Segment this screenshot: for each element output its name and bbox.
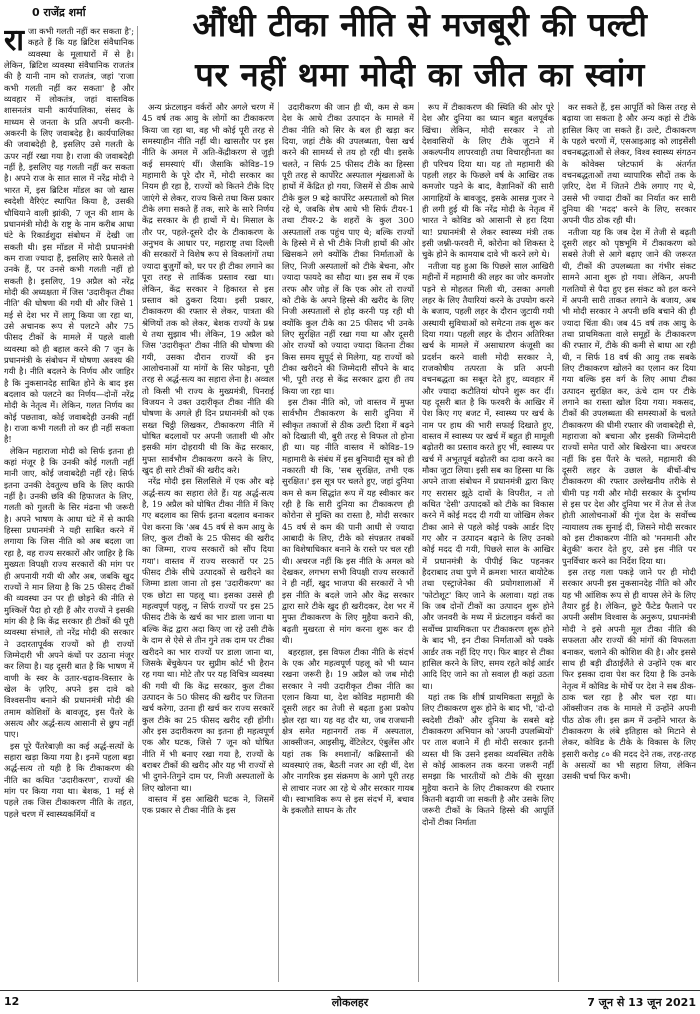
- paragraph: कर सकते हैं, इस आपूर्ति को किस तरह से बढ़ाया जा सकता है और अन्य कहां से टीके हासिल किए जा सकते हैं। उल्टे, टीकाकरण के पहले चरणों में, एसआइआइ को लाइसेंसी वचनबद्धताओं से लेकर, विश्व स्वास्थ्य संगठन के कोवेक्स प्लेटफार्म के अंतर्गत वचनबद्धताओं तथा व्यापारिक सौदों तक के ज़रिए, देश में जितने टीके लगाए गए थे, उससे भी ज्यादा टीकों का निर्यात कर सारी दुनिया की 'मदद' करने के लिए, सरकार अपनी पीठ ठोक रही थी।: [562, 102, 696, 226]
- column-divider: [558, 102, 559, 982]
- article-column-5: [562, 102, 696, 984]
- paragraph: नतीजा यह कि जब देश में तेजी से बढ़ती दूसरी लहर को पृष्ठभूमि में टीकाकरण को सबसे तेजी से आगे बढ़ाए जाने की जरूरत थी, टीकों की उपलब्धता का गंभीर संकट सामने आना शुरू हो गया। लेकिन, अपनी गलतियों से पैदा हुए इस संकट को हल करने में अपनी सारी ताकत लगाने के बजाय, अब भी मोदी सरकार ने अपनी छवि बचाने की ही ज्यादा चिंता की। जब 45 वर्ष तक आयु के तथा प्राथमिकता वाले समूहों के टीकाकरण की रफ्तार में, टीके की कमी से बाधा आ रही थी, न सिर्फ 18 वर्ष की आयु तक सबके लिए टीकाकरण खोलने का एलान कर दिया गया बल्कि इस वर्ग के लिए आधा टीका उत्पादन सुरक्षित कर, ऊंचे दाम पर टीके लगाने का रास्ता खोल दिया गया। मकसद, टीकों की उपलब्धता की समस्याओं के चलते टीकाकरण की धीमी रफ्तार की जवाबदेही से, महाराजा को बचाना और इसकी जिम्मेदारी राज्यों समेत पारों ओर बिखेरना था। अचरज नहीं कि इस पैंतरे के चलते, महामारी की दूसरी लहर के उछाल के बीचों-बीच टीकाकरण की रफ्तार उल्लेखनीय तरीके से धीमी पड़ गयी और मोदी सरकार के दुर्भाग्य से इस पर देश और दुनिया भर में तेज से तेज होती आलोचनाओं की गूंज देश के सर्वोच्च न्यायालय तक सुनाई दी, जिसने मोदी सरकार को इस टीकाकरण नीति को 'मनमानी और बेतुकी' करार देते हुए, उसे इस नीति पर पुनर्विचार करने का निर्देश दिया था।: [562, 226, 696, 566]
- article-column-2: [142, 102, 274, 984]
- page-number: 12: [4, 995, 20, 1008]
- column-divider: [418, 102, 419, 982]
- paragraph: इस तरह गला पकड़े जाने पर ही मोदी सरकार अपनी इस नुकसानदेह नीति को और यह भी आंशिक रूप से ही वापस लेने के लिए तैयार हुई है। लेकिन, छुटे फैंटेड फैलाने पर अपनी असीम विश्वास के अनुरूप, प्रधानमंत्री मोदी ने इसे अपनी मूल टीका नीति की सफलता और राज्यों की मांगों की विफलता बनाकर, चलाने की कोशिश की है। और इससे साथ ही बड़ी ढीठाईलैंते से उन्होंने एक बार फिर इसका दावा पेश कर दिया है कि उनके नेतृत्व में कोविड के मोर्चे पर देश ने सब ठीक-ठाक चल रहा है और चल रहा था। ऑक्सीजन तक के मामले में उन्होंने अपनी पीठ ठोक ली। इस क्रम में उन्होंने भारत के टीकाकरण के लंबे इतिहास को मिटाने से लेकर, कोविड के टीके के विकास के लिए इसारी करोड़ ८० की मदद देने तक, तरह-तरह के असत्यों का भी सहारा लिया, लेकिन उसकी चर्चा फिर कभी।: [562, 567, 696, 782]
- headline-line-2: पर नहीं थमा मोदी का जीत का स्वांग: [195, 55, 645, 94]
- paragraph: यहां तक कि शीर्ष प्राथमिकता समूहों के लिए टीकाकरण शुरू होने के बाद भी, 'दो-दो स्वदेशी टीकों' और दुनिया के सबसे बड़े टीकाकरण अभियान को 'अपनी उपलब्धियों' पर ताल बजाने में ही मोदी सरकार इतनी व्यस्त थी कि उसने इसका व्यवस्थित तरीके से कोई आकलन तक करना जरूरी नहीं समझा कि भारतीयों को टीके की सुरक्षा मुहैया कराने के लिए टीकाकरण की रफ्तार कितनी बढ़ायी जा सकती है और उसके लिए जरूरी टीकों के कितने हिस्से की आपूर्ति दोनों टीका निर्माता: [422, 691, 554, 827]
- paragraph: नरेंद्र मोदी इस सिलसिले में एक और बड़े अर्द्ध-सत्य का सहारा लेते हैं। यह अर्द्ध-सत्य है, 19 अप्रैल को घोषित टीका नीति में किए गए बदलाव का सिर्फ इतना बदलाव बनाकर पेश करना कि 'अब 45 वर्ष से कम आयु के लिए, कुल टीकों के 25 फीसद की खरीद का जिम्मा, राज्य सरकारों को सौंप दिया गया'। वास्तव में राज्य सरकारों पर 25 फीसद टीके सीधे उत्पादकों से खरीदने का जिम्मा डाला जाना तो इस 'उदारीकरण' का एक छोटा सा पहलू था। इसका उससे ही महत्वपूर्ण पहलू, न सिर्फ राज्यों पर इस 25 फीसद टीके के खर्च का भार डाला जाना था बल्कि केंद्र द्वारा अदा किए जा रहे उसी टीके के दाम से ऐसे से तीन गुने तक दाम पर टीका खरीदने का भार राज्यों पर डाला जाना था, जिसके बेंचुकेपन पर सुप्रीम कोर्ट भी हैरान रह गया था। मोटे तौर पर यह विचित्र व्यवस्था की गयी थी कि केंद्र सरकार, कुल टीका उत्पादन के 50 फीसद की खरीद पर जितना खर्च करेगा, उतना ही खर्च कर राज्य सरकारें कुल टीके का 25 फीसद खरीद रही होंगी। और इस उदारीकरण का इतना ही महत्वपूर्ण एक और घटक, जिसे 7 जून को घोषित नीति में भी बनाए रखा गया है, राज्यों के बराबर टीकों की खरीद और यह भी राज्यों से भी दुगने-तिगुने दाम पर, निजी अस्पतालों के लिए खोलना था।: [142, 476, 274, 793]
- page-footer: [0, 990, 700, 1014]
- column-divider: [278, 102, 279, 982]
- drop-cap: रा: [4, 26, 25, 58]
- paragraph: अन्य फ्रंटलाइन वर्करों और अगले चरण में 45 वर्ष तक आयु के लोगों का टीकाकरण किया जा रहा था, वह भी कोई पूरी तरह से समस्याहीन नीति नहीं थी। खासतौर पर इस नीति के अमल में अति-केंद्रीकरण से जुड़ी कई समस्याएं थीं। जैसाकि कोविड–19 महामारी के पूरे दौर में, मोदी सरकार का नियम ही रहा है, राज्यों को कितने टीके दिए जाएंगे से लेकर, राज्य किसे तथा किस प्रकार टीके लगा सकते हैं तक, सारे के सारे निर्णय केंद्र सरकार के ही हाथों में थे। मिसाल के तौर पर, पहले-दूसरे दौर के टीकाकरण के अनुभव के आधार पर, महाराष्ट्र तथा दिल्ली की सरकारों ने विशेष रूप से विकलांगों तथा ज्यादा बुजुर्गों को, घर पर ही टीका लगाने का पूरा तरह से तार्किक प्रस्ताव रखा था। लेकिन, केंद्र सरकार ने हिकारत से इस प्रस्ताव को ठुकरा दिया। इसी प्रकार, टीकाकरण की रफ्तार से लेकर, पात्रता की श्रेणियों तक को लेकर, बेशक राज्यों के प्रश्न थे तथा सुझाव भी। लेकिन, 19 अप्रैल को जिस 'उदारीकृत' टीका नीति की घोषणा की गयी, उसका दौरान राज्यों की इन आलोचनाओं या मांगों के सिर फोड़ना, पूरी तरह से अर्द्ध-सत्य का सहारा लेना है। अव्वल तो किसी भी राज्य के मुख्यमंत्री, पिनराई विजयन ने उक्त उदारीकृत टीका नीति की घोषणा के अगले ही दिन प्रधानमंत्री को एक सख्त चिट्ठी लिखकर, टीकाकरण नीति में घोषित बदलावों पर अपनी जताशी थी और इसकी मांग दोहरायी थी कि केंद्र सरकार, मुफ्त सार्वभौम टीकाकरण करने के लिए, खुद ही सारे टीकों की खरीद करे।: [142, 102, 274, 475]
- headline: [140, 0, 700, 100]
- paragraph: जा कभी गलती नहीं कर सकता है'; कहते हैं कि यह ब्रिटिश संवैधानिक व्यवस्था के मूलाधारों में से है। लेकिन, ब्रिटिश व्यवस्था संवैधानिक राजतंत्र की है यानी नाम को राजतंत्र, जहां 'राजा कभी गलती नहीं कर सकता' है और व्यवहार में लोकतंत्र, जहां वास्तविक शासनतंत्र यानी कार्यपालिका, संसद के माध्यम से जनता के प्रति अपनी करनी-अकरनी के लिए जवाबदेह है। कार्यपालिका की जवाबदेही है, इसलिए उसे गलती के ऊपर नहीं रखा गया है। राजा की जवाबदेही नहीं है, इसलिए यह गलती नहीं कर सकता है। अपने राज के सात साल में नरेंद्र मोदी ने भारत में, इस ब्रिटिश मॉडल का जो खास स्वदेशी वैरिएंट स्थापित किया है, उसकी चौथियाने वाली झांकी, 7 जून की शाम के प्रधानमंत्री मोदी के राष्ट्र के नाम करीब आधा घंटे के रिकार्डशुदा संबोधन में देखी जा सकती थी। इस मॉडल में मोदी प्रधानमंत्री कम राजा ज्यादा हैं, इसलिए सारे फैसले तो उनके हैं, पर उनसे कभी गलती नहीं हो सकती है। इसलिए, 19 अप्रैल को नरेंद्र मोदी की अध्यक्षता में जिस 'उदारीकृत टीका नीति' की घोषणा की गयी थी और जिसे 1 मई से देश भर में लागू किया जा रहा था, उसे अचानक रूप से पलटने और 75 फीसद टीकों के मामले में पहले वाली व्यवस्था को ही बहाल करने की 7 जून के प्रधानमंत्री के संबोधन में घोषणा अवश्य की गयी है। नीति बदलने के निर्णय और जाहिर है कि नुकसानदेह साबित होने के बाद इस बदलाव को पलटने का निर्णय—दोनों नरेंद्र मोदी के नेतृत्व में। लेकिन, गलत निर्णय का कोई पछतावा, कोई जवाबदेही उनकी नहीं है। राजा कभी गलती तो कर ही नहीं सकता है!: [4, 26, 134, 445]
- paragraph: लेकिन महाराजा मोदी को सिर्फ इतना ही कहां मंजूर है कि उनकी कोई गलती नहीं मानी जाए, कोई जवाबदेही नहीं रहे। सिर्फ इतना उनकी देवतुल्य छवि के लिए काफी नहीं है। उनकी छवि की हिफाजत के लिए, गलती को गुलती के सिर मंढना भी जरूरी है। अपने भाषण के आधा घंटे में से काफी हिस्सा प्रधानमंत्री ने यही साबित करने में लगाया कि जिस नीति को अब बदला जा रहा है, वह राज्य सरकारों और जाहिर है कि मुख्यतः विपक्षी राज्य सरकारों की मांग पर ही अपनायी गयी थी और अब, जबकि खुद राज्यों ने मान लिया है कि 25 फीसद टीकों की व्यवस्था उन पर ही छोड़ने की नीति से मुश्किलें पैदा हो रही हैं और राज्यों ने इसकी मांग की है कि केंद्र सरकार ही टीकों की पूरी व्यवस्था संभाले, तो नरेंद्र मोदी की सरकार ने उदारतापूर्वक राज्यों को ही राज्यों जिम्मेदारी भी अपने कंधों पर उठाना मंजूर कर लिया है। यह दूसरी बात है कि भाषण में वाणी के स्वर के उतार-चढ़ाव-विस्तार के खेल के ज़रिए, अपने इस दावे को विश्वसनीय बनाने की प्रधानमंत्री मोदी की तमाम कोशिशों के बावजूद, इस पैंतरे के असत्य और अर्द्ध-सत्य आसानी से छुप नहीं पाए।: [4, 445, 134, 740]
- headline-line-1: औंधी टीका नीति से मजबूरी की पल्टी: [192, 5, 648, 44]
- article-column-3: [282, 102, 414, 984]
- paragraph: उदारीकरण की जान ही थी, कम से कम देश के आधे टीका उत्पादन के मामले में टीका नीति को सिर के बल ही खड़ा कर दिया, जहां टीके की उपलब्धता, पैसा खर्च करने की सामर्थ्य से तय हो रही थी। इसके चलते, न सिर्फ 25 फीसद टीके का हिस्सा पूरी तरह से कार्पोरेट अस्पताल शृंखलाओं के हाथों में केंद्रित हो गया, जिसमें से ठीक आधे टीके कुल 9 बड़े कार्पोरेट अस्पतालों को मिल रहे थे, जबकि शेष आधे भी सिर्फ टीयर-1 तथा टीयर-2 के शहरों के कुल 300 अस्पतालों तक पहुंच पाए थे; बल्कि राज्यों के हिस्से में से भी टीके निजी हाथों की ओर खिसकने लगे क्योंकि टीका निर्माताओं के लिए, निजी अस्पतालों को टीके बेचना, और ज्यादा फायदे का सौदा था। इस सब में एक तरफ और जोड़ लें कि एक ओर तो राज्यों को टीके के अपने हिस्से की खरीद के लिए निजी अस्पतालों से होड़ करनी पड़ रही थी क्योंकि कुल टीके का 25 फीसद भी उनके लिए सुरक्षित नहीं रखा गया था और दूसरी ओर राज्यों को ज्यादा ज्यादा कितना टीका किस समय सुपूर्द से मिलेगा, यह राज्यों को टीका खरीदने की जिम्मेदारी सौंपने के बाद भी, पूरी तरह से केंद्र सरकार द्वारा ही तय किया जा रहा था।: [282, 102, 414, 396]
- paragraph: रूप में टीकाकरण की स्थिति की ओर पूरे देश और दुनिया का ध्यान बहुत बलपूर्वक खिंचा। लेकिन, मोदी सरकार ने तो देशवासियों के लिए टीके जुटाने में अकल्पनीय लापरवाही तथा विचारहीनता का ही परिचय दिया था। यह तो महामारी की पहली लहर के फिछले वर्ष के आखिर तक कमजोर पड़ने के बाद, वैज्ञानिकों की सारी आगाहियों के बावजूद, इसके आसन्न गुजर ने ही लगी हुई थी कि नरेंद्र मोदी के नेतृत्व में भारत ने कोविड को आसानी से हरा दिया था! प्रधानमंत्री से लेकर स्वास्थ्य मंत्री तक इसी जश्नी-फरवरी में, कोरोना को शिकस्त दे चुके होने के कामयाब दावे भी करने लगे थे।: [422, 102, 554, 260]
- column-divider: [137, 26, 138, 982]
- paragraph: बहरहाल, इस विफल टीका नीति के संदर्भ के एक और महत्वपूर्ण पहलू को भी ध्यान रखना जरूरी है। 19 अप्रैल को जब मोदी सरकार ने नयी उदारीकृत टीका नीति का एलान किया था, देश कोविड महामारी की दूसरी लहर का तेजी से बढ़ता हुआ प्रकोप झेल रहा था। यह वह दौर था, जब राजधानी क्षेत्र समेत महानगरों तक में अस्पताल, आक्सीजन, आइसीयू, वेंटिलेटर, एंबुलेंस और यहां तक कि श्मशानों/ कब्रिस्तानों की व्यवस्थाएं तक, बैठती नजर आ रही थीं, देश और नागरिक इस संक्रमण के आगे पूरी तरह से लाचार नजर आ रहे थे और सरकार गायब थी। स्वाभाविक रूप से इस संदर्भ में, बचाव के इकलौते साधन के तौर: [282, 646, 414, 816]
- paragraph: वास्तव में इस आखिरी घटक ने, जिसमें एक प्रकार से टीका नीति के इस: [142, 793, 274, 816]
- paragraph: इस पूरे पैंतरेबाज़ी का कई अर्द्ध-सत्यों के सहारा खड़ा किया गया है। इनमें पहला बड़ा अर्द्ध-सत्य तो यही है कि टीकाकरण की नीति का कथित 'उदारीकरण', राज्यों की मांग पर किया गया था। बेशक, 1 मई से पहले तक जिस टीकाकरण नीति के तहत, पहले चरण में स्वास्थ्यकर्मियों व: [4, 740, 134, 819]
- article-column-4: [422, 102, 554, 984]
- issue-date: 7 जून से 13 जून 2021: [587, 996, 696, 1009]
- paragraph: इस टीका नीति को, जो वास्तव में मुफ्त सार्वभौम टीकाकरण के सारी दुनिया में स्वीकृत तकाजों से ठीक उल्टी दिशा में बढ़ने को दिखाती थी, बुरी तरह से विफल तो होना ही था। यह नीति वास्तव में कोविड–19 महामारी के संबंध में इस बुनियादी सूत्र को ही नकारती थी कि, 'सब सुरक्षित, तभी एक सुरक्षित।' इस सूत्र पर चलते हुए, जहां दुनिया कम से कम सिद्धांत रूप में यह स्वीकार कर रही है कि सारी दुनिया का टीकाकरण ही कोरोना से मुक्ति का रास्ता है, मोदी सरकार 45 वर्ष से कम की पानी आधी से ज्यादा आबादी के लिए, टीके को संपन्नतर तबकों का विशेषाधिकार बनाने के रास्ते पर चल रही थी। अचरज नहीं कि इस नीति के अमल को देखकर, लगभग सभी विपक्षी राज्य सरकारों ने ही नहीं, खुद भाजपा की सरकारों ने भी इस नीति के बदले जाने और केंद्र सरकार द्वारा सारे टीके खुद ही खरीदकर, देश भर में मुफ्त टीकाकरण के लिए मुहैया कराने की, बढ़ती मुखरता से मांग करना शुरू कर दी थी।: [282, 396, 414, 646]
- article-column-1: [4, 26, 134, 984]
- paragraph: नतीजा यह हुआ कि पिछले साल आखिरी महीनों में महामारी की लहर का जोर कमजोर पड़ने से मोहलत मिली थी, उसका अगली लहर के लिए तैयारियां करने के उपयोग करने के बजाय, पहली लहर के दौरान जुटायी गयी अस्थायी सुविधाओं को समेटना तक शुरू कर दिया गया। पहली लहर के दौरान अतिरिक्त खर्च के मामले में असाधारण कंजूसी का प्रदर्शन करने वाली मोदी सरकार ने, राजकोषीय तत्परता के प्रति अपनी वचनबद्धता का सबूत देते हुए, व्यवहार में और ज्यादा कटौतियां थोपने शुरू कर दीं। यह दूसरी बात है कि फरवरी के आखिर में पेश किए गए बजट में, स्वास्थ्य पर खर्च के नाम पर हाथ की भारी सफाई दिखाते हुए, वास्तव में स्वास्थ्य पर खर्च में बहुत ही मामूली बढ़ोतरी का प्रस्ताव करते हुए भी, स्वास्थ्य पर खर्च में अभूतपूर्व बढ़ोतरी का दावा करने का मौका जुटा लिया। इसी सब का हिस्सा था कि अपने ताजा संबोधन में प्रधानमंत्री द्वारा किए गए सरासर झूठे दावों के विपरीत, न तो कथित 'देसी' उत्पादकों को टीके का विकास करने में कोई मदद दी गयी या जोखिम लेकर टीका आने से पहले कोई पक्के आर्डर दिए गए और न उत्पादन बढ़ाने के लिए उनको कोई मदद दी गयी, पिछले साल के आखिर में प्रधानमंत्री के पीपीई किट पहनकर हैदराबाद तथा पुणे में क्रमशः भारत बायोटेक तथा एस्ट्राजेनेका की प्रयोगशालाओं में 'फोटोशूट' किए जाने के अलावा। यहां तक कि जब दोनों टीकों का उत्पादन शुरू होने और जनवरी के मध्य में फ्रंटलाइन वर्करों का सर्वोच्च प्राथमिकता पर टीकाकरण शुरू होने के बाद भी, इन टीका निर्माताओं को पक्के आर्डर तक नहीं दिए गए। फिर बाहर से टीका हासिल करने के लिए, समय रहते कोई आर्डर आदि दिए जाने का तो सवाल ही कहां उठता था।: [422, 260, 554, 691]
- author-byline: 0 राजेंद्र शर्मा: [32, 6, 86, 19]
- publication-name: लोकलहर: [331, 996, 369, 1009]
